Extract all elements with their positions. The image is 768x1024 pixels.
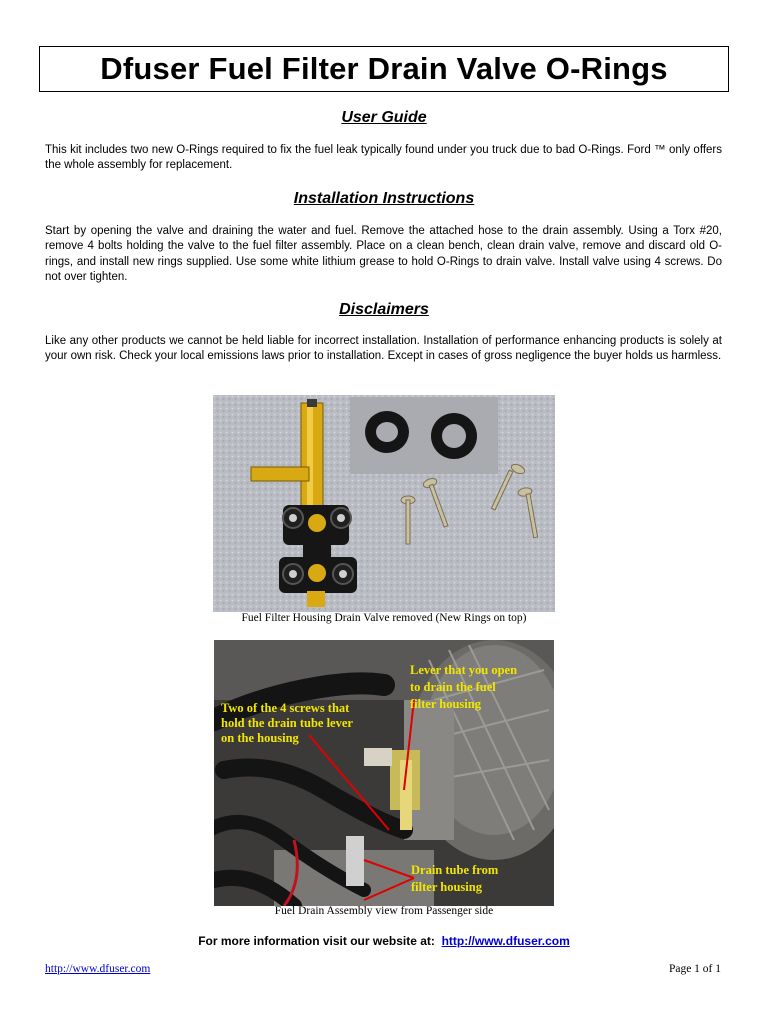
page-number: Page 1 of 1 <box>668 963 721 975</box>
user-guide-heading: User Guide <box>341 109 427 126</box>
engine-photo-caption: Fuel Drain Assembly view from Passenger side <box>274 905 494 917</box>
installation-body: Start by opening the valve and draining the water and fuel. Remove the attached hose to the drain assembly. Using a Torx #20, remove 4 bolts holding the valve to the fuel filter assembly. Place on a clean bench, clean drain valve, remove and discard old O-rings, and install new rings supplied. Use some white lithium grease to hold O-Rings to drain valve. Install valve using 4 screws. Do not over tighten. <box>45 225 722 284</box>
page-title: Dfuser Fuel Filter Drain Valve O-Rings <box>100 51 668 86</box>
more-info-label: For more information visit our website at: <box>198 934 435 948</box>
lever-annotation: Lever that you open to drain the fuel filter housing <box>410 663 518 711</box>
title-box <box>39 46 729 92</box>
user-guide-body: This kit includes two new O-Rings required to fix the fuel leak typically found under you truck due to bad O-Rings. Ford ™ only offers the whole assembly for replacement. <box>45 144 722 172</box>
o-ring-left <box>365 411 409 453</box>
parts-photo-image <box>213 395 555 612</box>
disclaimers-body: Like any other products we cannot be held liable for incorrect installation. Installation of performance enhancing products is solely at your own risk. Check your local emissions laws prior to installation. Except in cases of gross negligence the buyer holds us harmless. <box>45 335 722 363</box>
website-link[interactable]: http://www.dfuser.com <box>441 934 570 948</box>
parts-photo-caption: Fuel Filter Housing Drain Valve removed (New Rings on top) <box>241 612 527 624</box>
engine-photo <box>214 640 554 906</box>
parts-photo <box>213 395 555 612</box>
footer-website-link[interactable]: http://www.dfuser.com <box>45 963 151 975</box>
screws-annotation: Two of the 4 screws that hold the drain tube lever on the housing <box>221 701 353 745</box>
drain-annotation: Drain tube from filter housing <box>411 863 499 894</box>
engine-photo-image <box>214 640 554 906</box>
more-info-line <box>0 934 768 948</box>
installation-heading: Installation Instructions <box>293 190 475 207</box>
o-ring-right <box>431 413 477 459</box>
disclaimers-heading: Disclaimers <box>339 301 429 318</box>
